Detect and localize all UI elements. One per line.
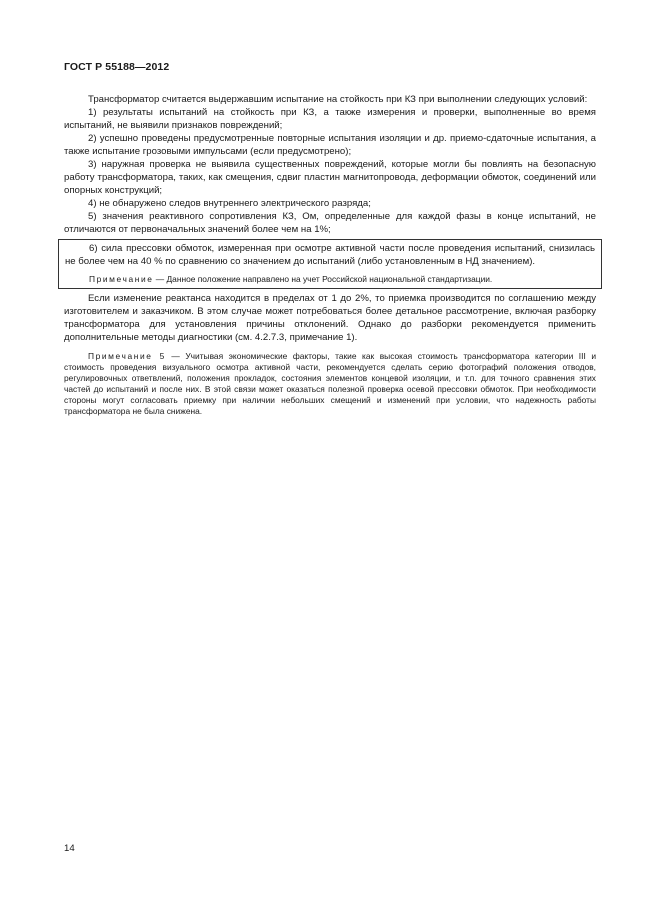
condition-item-4: 4) не обнаружено следов внутреннего электрического разряда; [88, 198, 371, 209]
condition-item-1: 1) результаты испытаний на стойкость при КЗ, а также измерения и проверки, выполненные во время испытаний, не выявили признаков повреждений; [64, 107, 596, 131]
page-number: 14 [64, 843, 75, 854]
document-header: ГОСТ Р 55188—2012 [64, 61, 170, 73]
boxed-note-label: Примечание [89, 274, 154, 284]
reactance-paragraph: Если изменение реактанса находится в пределах от 1 до 2%, то приемка производится по соглашению между изготовителем и заказчиком. В этом случае может потребоваться более детальное рассмотрение, включая разборку трансформатора для установления причины отклонений. Однако до разборки рекомендуется применить дополнительные методы диагностики (см. 4.2.7.3, примечание 1). [64, 293, 596, 343]
national-deviation-box [58, 239, 602, 289]
note-5-label: Примечание 5 [88, 351, 166, 361]
document-body [64, 93, 596, 417]
note-5 [64, 351, 596, 417]
condition-item-5: 5) значения реактивного сопротивления КЗ, Ом, определенные для каждой фазы в конце испытаний, не отличаются от первоначальных значений более чем на 1%; [64, 211, 596, 235]
boxed-note-text: — Данное положение направлено на учет Российской национальной стандартизации. [153, 274, 493, 284]
condition-item-2: 2) успешно проведены предусмотренные повторные испытания изоляции и др. приемо-сдаточные испытания, а также испытание грозовыми импульсами (если предусмотрено); [64, 133, 596, 157]
boxed-note [65, 274, 595, 285]
condition-item-6: 6) сила прессовки обмоток, измеренная при осмотре активной части после проведения испытаний, снизилась не более чем на 40 % по сравнению со значением до испытаний (либо установленным в НД значением). [65, 243, 595, 267]
note-5-text: — Учитывая экономические факторы, такие как высокая стоимость трансформатора категории III и стоимость проведения визуального осмотра активной части, рекомендуется сделать серию фотографий положения отводов, регулировочных ответвлений, положения прокладок, состояния элементов концевой изоляции, и т.п. для точного сравнения этих частей до испытаний и после них. В этой связи может оказаться полезной проверка осевой прессовки обмоток. При необходимости стороны могут согласовать приемку при наличии небольших смещений и изменений при условии, что надежность работы трансформатора не была снижена. [64, 351, 597, 416]
intro-paragraph: Трансформатор считается выдержавшим испытание на стойкость при КЗ при выполнении следующих условий: [88, 94, 588, 105]
condition-item-3: 3) наружная проверка не выявила существенных повреждений, которые могли бы повлиять на безопасную работу трансформатора, таких, как смещения, сдвиг пластин магнитопровода, деформации обмоток, соединений или опорных конструкций; [64, 159, 596, 196]
